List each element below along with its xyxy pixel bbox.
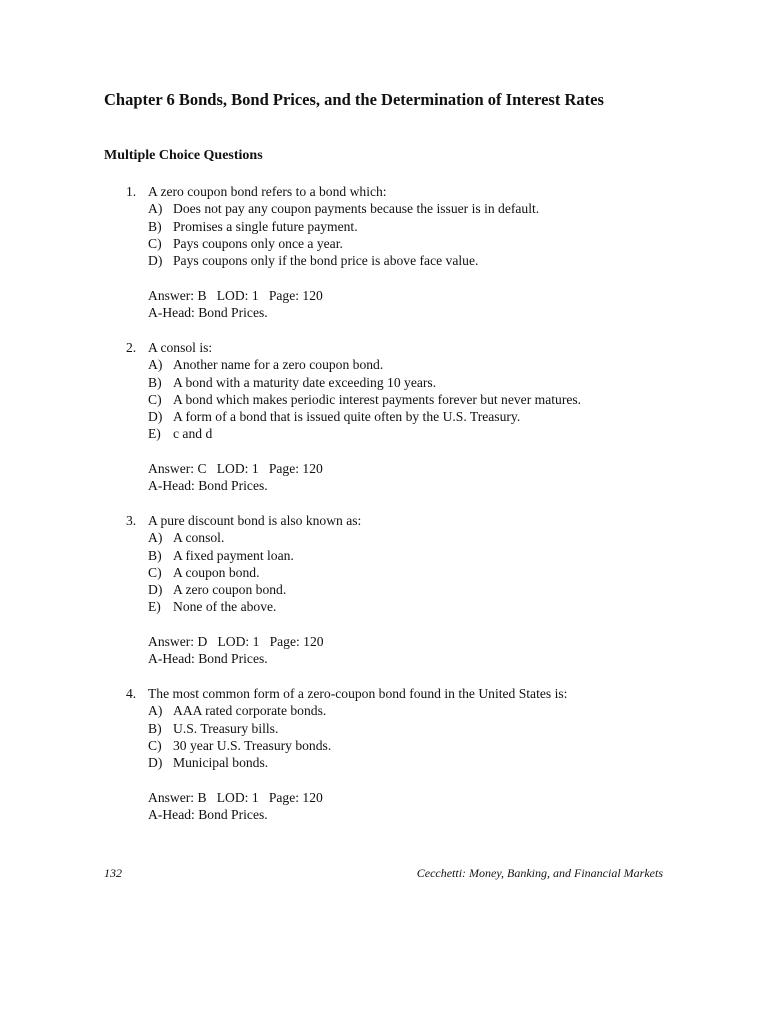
option-d: D) Municipal bonds. (148, 755, 269, 771)
option-c: C) 30 year U.S. Treasury bonds. (148, 737, 332, 753)
answer-line: Answer: D LOD: 1 Page: 120 (148, 634, 324, 650)
option-e: E) c and d (148, 426, 213, 442)
ahead-line: A-Head: Bond Prices. (148, 651, 268, 667)
option-a: A) Another name for a zero coupon bond. (148, 357, 384, 373)
question-text: The most common form of a zero-coupon bond found in the United States is: (148, 686, 568, 701)
question-number: 3. (126, 513, 137, 528)
answer-line: Answer: C LOD: 1 Page: 120 (148, 461, 323, 477)
option-b: B) U.S. Treasury bills. (148, 720, 279, 736)
question-text: A consol is: (148, 340, 213, 355)
option-c: C) Pays coupons only once a year. (148, 235, 343, 251)
option-d: D) Pays coupons only if the bond price is above face value. (148, 253, 479, 269)
chapter-title: Chapter 6 Bonds, Bond Prices, and the Determination of Interest Rates (104, 90, 604, 109)
question-text: A zero coupon bond refers to a bond which: (148, 184, 387, 199)
option-a: A) Does not pay any coupon payments because the issuer is in default. (148, 201, 540, 217)
option-b: B) A fixed payment loan. (148, 547, 294, 563)
footer-page-number: 132 (104, 866, 122, 880)
option-b: B) Promises a single future payment. (148, 218, 358, 234)
question-3 (126, 512, 361, 668)
option-c: C) A bond which makes periodic interest payments forever but never matures. (148, 391, 582, 407)
option-d: D) A zero coupon bond. (148, 582, 287, 598)
option-e: E) None of the above. (148, 599, 277, 615)
option-c: C) A coupon bond. (148, 564, 260, 580)
option-a: A) AAA rated corporate bonds. (148, 703, 327, 719)
answer-line: Answer: B LOD: 1 Page: 120 (148, 287, 323, 303)
question-4 (126, 685, 567, 823)
ahead-line: A-Head: Bond Prices. (148, 305, 268, 321)
question-number: 1. (126, 184, 137, 199)
answer-line: Answer: B LOD: 1 Page: 120 (148, 789, 323, 805)
option-d: D) A form of a bond that is issued quite often by the U.S. Treasury. (148, 409, 521, 425)
question-2 (126, 339, 581, 495)
question-text: A pure discount bond is also known as: (148, 513, 362, 528)
option-a: A) A consol. (148, 530, 225, 546)
section-title: Multiple Choice Questions (104, 148, 263, 163)
question-number: 2. (126, 340, 137, 355)
question-number: 4. (126, 686, 137, 701)
ahead-line: A-Head: Bond Prices. (148, 807, 268, 823)
footer-book-title: Cecchetti: Money, Banking, and Financial Markets (416, 866, 663, 880)
question-1 (126, 183, 539, 321)
option-b: B) A bond with a maturity date exceeding 10 years. (148, 374, 437, 390)
ahead-line: A-Head: Bond Prices. (148, 478, 268, 494)
